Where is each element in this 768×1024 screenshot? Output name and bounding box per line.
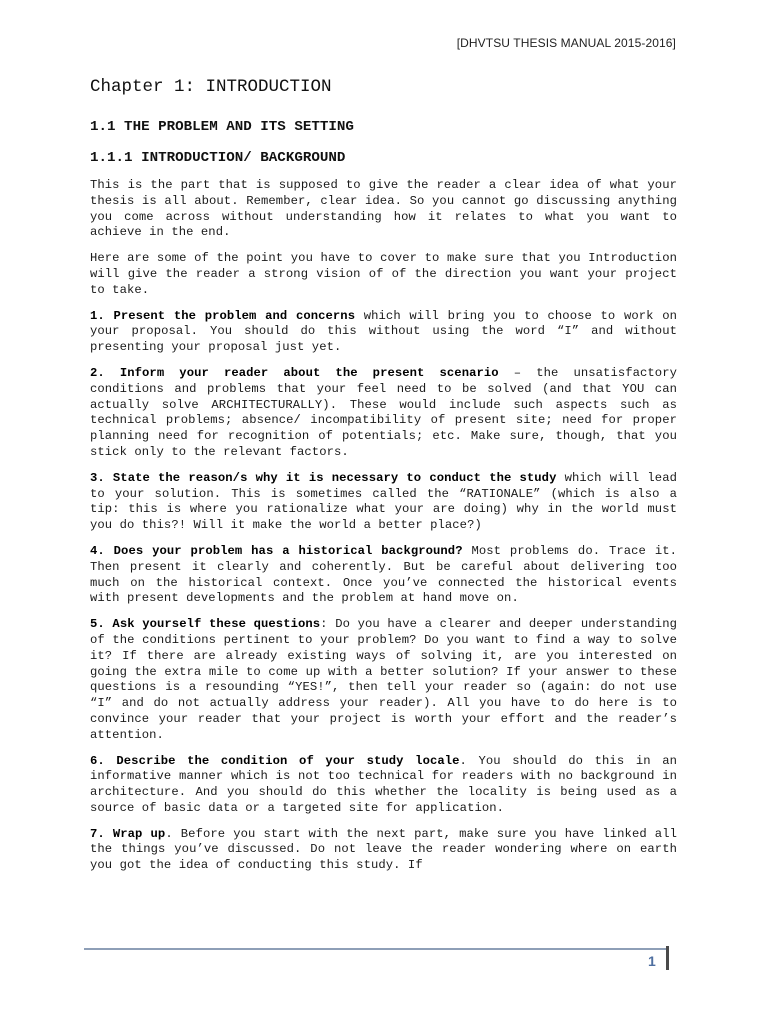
page-content	[90, 76, 677, 884]
list-item-lead: 3. State the reason/s why it is necessary to conduct the study	[90, 470, 557, 485]
list-item	[90, 471, 677, 534]
list-item-lead: 1. Present the problem and concerns	[90, 308, 356, 323]
list-item-lead: 7. Wrap up	[90, 826, 166, 841]
intro-paragraph-1: This is the part that is supposed to give the reader a clear idea of what your thesis is all about. Remember, clear idea. So you cannot go discussing anything you come across without understanding how it relates to what you want to achieve in the end.	[90, 178, 677, 240]
list-item-lead: 5. Ask yourself these questions	[90, 617, 321, 632]
list-item-text: : Do you have a clearer and deeper understanding of the conditions pertinent to your problem? Do you want to find a way to solve it? If there are already existing ways of solving it, are you interested on going the extra mile to come up with a better solution? If your answer to these questions is a resounding “YES!”, then tell your reader so (again: do not use “I” and do not actually address your reader). All you have to do here is to convince your reader that your project is worth your effort and the reader’s attention.	[90, 617, 677, 742]
running-header: [DHVTSU THESIS MANUAL 2015-2016]	[456, 36, 676, 50]
footer-divider	[84, 948, 669, 950]
list-item-lead: 4. Does your problem has a historical background?	[90, 543, 463, 558]
list-item	[90, 827, 677, 874]
list-item	[90, 617, 677, 743]
subsection-title: 1.1.1 INTRODUCTION/ BACKGROUND	[90, 150, 346, 166]
list-item-text: Most problems do. Trace it. Then present it clearly and coherently. But be careful about delivering too much on the historical context. Once you’ve connected the historical events with present developments and the problem at hand move on.	[90, 543, 677, 606]
list-item-text: which will bring you to choose to work on your proposal. You should do this without using the word “I” and without presenting your proposal just yet.	[90, 308, 677, 355]
list-item-lead: 2. Inform your reader about the present scenario	[90, 365, 499, 380]
page-number-bar	[666, 946, 669, 970]
section-title: 1.1 THE PROBLEM AND ITS SETTING	[90, 119, 354, 135]
chapter-title: Chapter 1: INTRODUCTION	[90, 77, 332, 97]
intro-paragraph-2: Here are some of the point you have to cover to make sure that you Introduction will give the reader a strong vision of of the direction you want your project to take.	[90, 251, 677, 297]
list-item	[90, 309, 677, 356]
list-item-text: . Before you start with the next part, make sure you have linked all the things you’ve discussed. Do not leave the reader wondering where on earth you got the idea of conducting this study. If	[90, 826, 677, 873]
list-item-text: . You should do this in an informative manner which is not too technical for readers with no background in architecture. And you should do this whether the locality is being used as a source of basic data or a targeted site for application.	[90, 753, 677, 815]
list-item-lead: 6. Describe the condition of your study locale	[90, 753, 460, 768]
page-number: 1	[648, 953, 656, 969]
list-item	[90, 544, 677, 607]
list-item-text: – the unsatisfactory conditions and problems that your feel need to be solved (and that YOU can actually solve ARCHITECTURALLY). These would include such aspects such as technical problems; absence/ incompatibility of present site; need for proper planning need for recognition of potentials; etc. Make sure, though, that you stick only to the relevant factors.	[90, 365, 677, 459]
list-item	[90, 754, 677, 817]
list-item-text: which will lead to your solution. This is sometimes called the “RATIONALE” (which is also a tip: this is where you rationalize what your are doing) why in the world must you do this?! Will it make the world a better place?)	[90, 470, 677, 533]
list-item	[90, 366, 677, 461]
